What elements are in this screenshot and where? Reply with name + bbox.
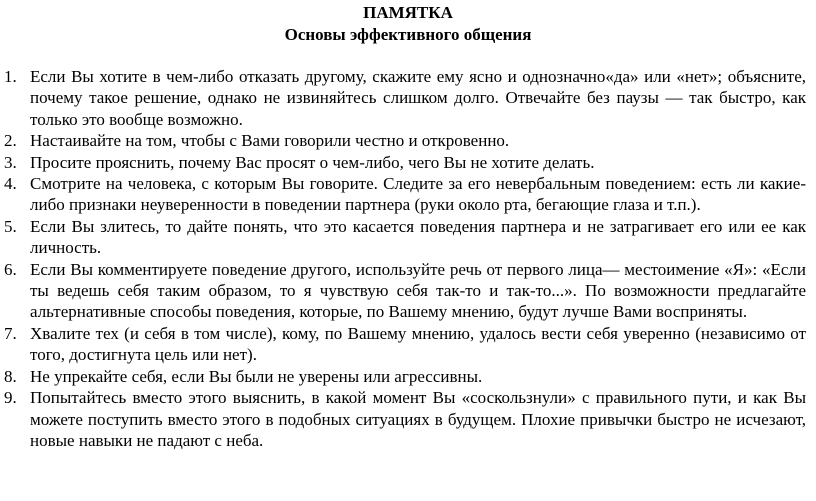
list-item-number: 3.: [4, 152, 17, 172]
list-item-text: Смотрите на человека, с которым Вы говорите. Следите за его невербальным поведением: есть ли какие-либо признаки неуверенности в поведении партнера (руки около рта, бегающие глаза и т.п.).: [30, 174, 806, 215]
page-title: ПАМЯТКА: [363, 3, 453, 22]
list-item: [0, 216, 816, 259]
list-item-text: Просите прояснить, почему Вас просят о чем-либо, чего Вы не хотите делать.: [30, 152, 595, 172]
list-item: [0, 387, 816, 451]
list-item-text: Не упрекайте себя, если Вы были не уверены или агрессивны.: [30, 366, 483, 386]
list-item-text: Настаивайте на том, чтобы с Вами говорили честно и откровенно.: [30, 131, 510, 151]
numbered-list: [0, 66, 816, 451]
list-item: [0, 173, 816, 216]
list-item-text: Если Вы злитесь, то дайте понять, что это касается поведения партнера и не затрагивает его или ее как личность.: [30, 216, 806, 258]
list-item-number: 7.: [4, 323, 17, 343]
page-subtitle: Основы эффективного общения: [284, 25, 532, 44]
list-item-number: 2.: [4, 131, 17, 151]
list-item-text: Если Вы хотите в чем-либо отказать другому, скажите ему ясно и однозначно«да» или «нет»; объясните, почему такое решение, однако не извиняйтесь слишком долго. Отвечайте без паузы — так быстро, как только это вообще возможно.: [30, 67, 806, 129]
list-item-number: 6.: [4, 259, 17, 279]
list-item-number: 1.: [4, 67, 17, 86]
list-item: [0, 152, 816, 173]
list-item-number: 9.: [4, 388, 17, 408]
list-item-text: Хвалите тех (и себя в том числе), кому, по Вашему мнению, удалось вести себя уверенно (независимо от того, достигнута цель или нет).: [30, 323, 806, 365]
list-item: [0, 323, 816, 366]
list-item: [0, 130, 816, 151]
list-item: [0, 366, 816, 387]
list-item: [0, 259, 816, 323]
list-item-number: 5.: [4, 216, 17, 236]
list-item-number: 8.: [4, 366, 17, 386]
list-item-text: Если Вы комментируете поведение другого, используйте речь от первого лица— местоимение «Я»: «Если ты ведешь себя таким образом, то я чувствую себя так-то и так-то...». По возможности предлагайте альтернативные способы поведения, которые, по Вашему мнению, будут лучше Вами восприняты.: [30, 259, 806, 322]
list-item-text: Попытайтесь вместо этого выяснить, в какой момент Вы «соскользнули» с правильного пути, и как Вы можете поступить вместо этого в подобных ситуациях в будущем. Плохие привычки быстро не исчезают, новые навыки не падают с неба.: [30, 388, 806, 450]
list-item-number: 4.: [4, 174, 17, 194]
list-item: [0, 66, 816, 130]
